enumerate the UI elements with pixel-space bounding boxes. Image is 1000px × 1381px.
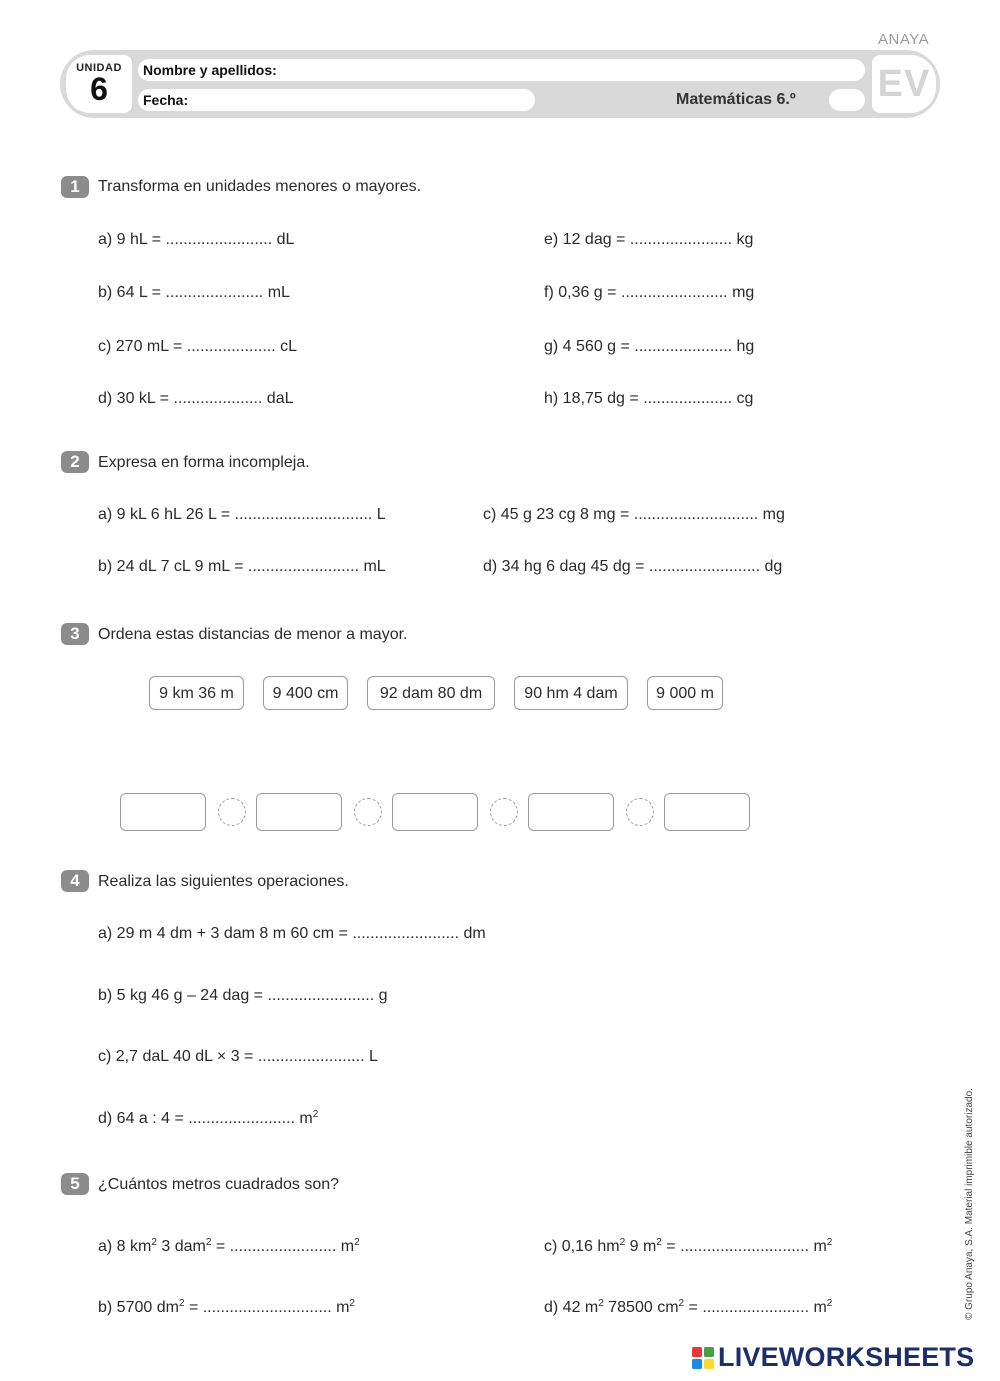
exercise-4-number: 4 [61,870,89,892]
exercise-5-instruction: ¿Cuántos metros cuadrados son? [98,1176,340,1193]
logo-square-3 [692,1359,702,1369]
order-sign-4[interactable] [626,798,654,826]
exercise-2-number: 2 [61,451,89,473]
liveworksheets-icon [692,1347,714,1369]
distance-card: 9 400 cm [263,676,348,710]
order-answer-box-1[interactable] [120,793,206,831]
ex2-item-b: b) 24 dL 7 cL 9 mL = ......................... mL [98,558,386,575]
ex1-item-d: d) 30 kL = .................... daL [98,390,294,407]
unit-badge [66,55,132,113]
date-field[interactable] [138,89,535,111]
order-sign-3[interactable] [490,798,518,826]
exercise-3-instruction: Ordena estas distancias de menor a mayor. [98,626,408,643]
order-answer-box-4[interactable] [528,793,614,831]
ex5-item-c: c) 0,16 $hm^2$ 9 $m^2$ = ............................. $m^2$ [544,1237,833,1255]
ex5-item-d: d) 42 $m^2$ 78500 $cm^2$ = ........................ $m^2$ [544,1298,833,1316]
order-answer-box-5[interactable] [664,793,750,831]
grade-field[interactable] [829,89,865,111]
copyright-notice: © Grupo Anaya, S.A. Material imprimible autorizado. [964,1088,975,1320]
unit-number: 6 [90,71,108,107]
ex2-item-d: d) 34 hg 6 dag 45 dg = ......................... dg [483,558,783,575]
ex1-item-e: e) 12 dag = ....................... kg [544,231,754,248]
name-field[interactable] [138,59,865,81]
exercise-3-number: 3 [61,623,89,645]
ex5-item-b: b) 5700 $dm^2$ = ............................. $m^2$ [98,1298,355,1316]
ex4-item-b: b) 5 kg 46 g – 24 dag = ........................ g [98,987,388,1004]
order-sign-2[interactable] [354,798,382,826]
ex1-item-a: a) 9 hL = ........................ dL [98,231,295,248]
unit-label: UNIDAD [76,62,122,74]
order-answer-box-3[interactable] [392,793,478,831]
exercise-4-instruction: Realiza las siguientes operaciones. [98,873,349,890]
logo-square-4 [704,1359,714,1369]
exercise-1-number: 1 [61,176,89,198]
distance-card: 92 dam 80 dm [367,676,495,710]
ex4-item-d: d) 64 a : 4 = ........................ $m^2$ [98,1109,319,1127]
logo-square-1 [692,1347,702,1357]
ev-badge [872,55,936,113]
order-answer-box-2[interactable] [256,793,342,831]
publisher-logo: ANAYA [878,31,930,48]
ex4-item-c: c) 2,7 daL 40 dL × 3 = ........................ L [98,1048,378,1065]
ex1-item-h: h) 18,75 dg = .................... cg [544,390,754,407]
ex1-item-b: b) 64 L = ...................... mL [98,284,290,301]
logo-square-2 [704,1347,714,1357]
liveworksheets-brand: LIVEWORKSHEETS [718,1342,975,1372]
date-label: Fecha: [143,92,189,108]
exercise-2-instruction: Expresa en forma incompleja. [98,454,310,471]
ex5-item-a: a) 8 $km^2$ 3 dam$^2$ = ........................ $m^2$ [98,1237,360,1255]
ex1-item-c: c) 270 mL = .................... cL [98,338,298,355]
distance-card: 90 hm 4 dam [514,676,628,710]
distance-card: 9 000 m [647,676,723,710]
ex2-item-c: c) 45 g 23 cg 8 mg = ............................ mg [483,506,785,523]
distance-card: 9 km 36 m [149,676,244,710]
ex1-item-f: f) 0,36 g = ........................ mg [544,284,755,301]
ex2-item-a: a) 9 kL 6 hL 26 L = ............................... L [98,506,386,523]
name-label: Nombre y apellidos: [143,62,277,78]
order-sign-1[interactable] [218,798,246,826]
subject-title: Matemáticas 6.º [676,91,796,108]
ev-text: EV [877,63,931,105]
exercise-1-instruction: Transforma en unidades menores o mayores. [98,178,422,195]
exercise-5-number: 5 [61,1173,89,1195]
ex1-item-g: g) 4 560 g = ...................... hg [544,338,755,355]
ex4-item-a: a) 29 m 4 dm + 3 dam 8 m 60 cm = ........................ dm [98,925,486,942]
